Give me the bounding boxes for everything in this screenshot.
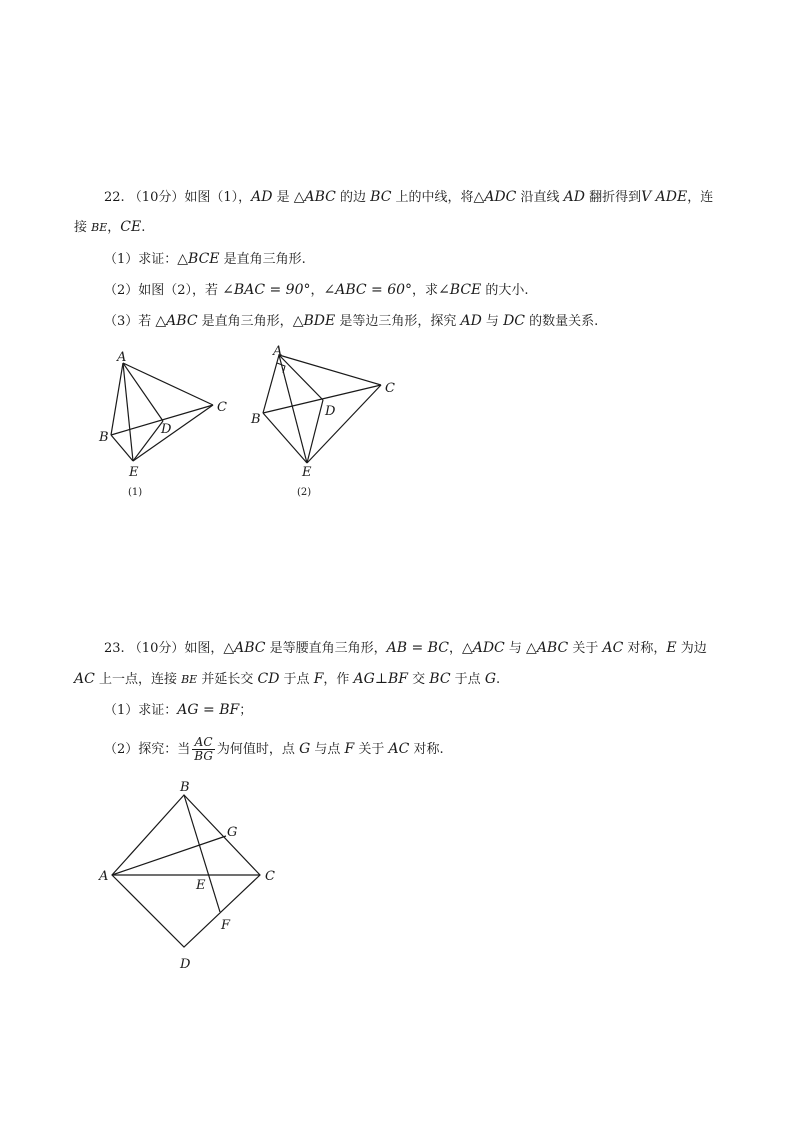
label-f: F — [221, 918, 231, 933]
q22-figure-2 — [245, 345, 405, 505]
math-g: G — [484, 671, 496, 687]
seg-de — [307, 400, 323, 463]
label-c: C — [265, 869, 275, 884]
math-ad: AD — [460, 313, 482, 329]
text: 关于 — [354, 742, 389, 757]
seg-be — [111, 435, 133, 461]
q23-line-2 — [74, 669, 500, 690]
q23-head: 23. （10分）如图， — [104, 641, 224, 656]
text: 接 — [74, 220, 92, 235]
math-ag-eq-bf: AG = BF — [177, 702, 240, 718]
seg-ab — [111, 363, 123, 435]
text: （3）若 — [104, 314, 156, 329]
label-c: C — [385, 381, 395, 396]
text: ， — [310, 283, 324, 298]
seg-ce — [133, 405, 213, 461]
text: 并延长交 — [197, 672, 258, 687]
label-b: B — [180, 780, 190, 795]
math-f: F — [313, 671, 324, 687]
math-angle-abc: ∠ABC = 60° — [323, 282, 413, 298]
text: 是 — [272, 190, 294, 205]
q23-line-1 — [104, 638, 707, 659]
caption-1: (1) — [128, 487, 143, 498]
label-c: C — [217, 400, 227, 415]
seg-ae — [123, 363, 133, 461]
text: （1）求证： — [104, 703, 178, 718]
text: 交 — [408, 672, 430, 687]
q22-line-1 — [104, 187, 713, 208]
text: 于点 — [279, 672, 314, 687]
numerator: AC — [192, 736, 215, 750]
math-bc: BC — [370, 189, 392, 205]
q22-figure-1 — [95, 345, 235, 505]
math-abc: △ABC — [526, 640, 569, 656]
math-e: E — [666, 640, 677, 656]
text: 沿直线 — [516, 190, 564, 205]
math-adc: △ADC — [461, 640, 505, 656]
text: 为边 — [676, 641, 707, 656]
math-ab-eq-bc: AB = BC — [386, 640, 449, 656]
text: ，作 — [323, 672, 354, 687]
text: ，求 — [412, 283, 439, 298]
text: 翻折得到 — [584, 190, 642, 205]
text: 的数量关系. — [525, 314, 599, 329]
text: ， — [107, 220, 121, 235]
label-d: D — [325, 404, 336, 419]
text: 与点 — [310, 742, 345, 757]
q23-part-1 — [104, 700, 252, 721]
label-a: A — [117, 350, 127, 365]
text: 对称， — [623, 641, 667, 656]
label-a: A — [99, 869, 109, 884]
text: 上的中线，将 — [391, 190, 474, 205]
label-e: E — [129, 465, 139, 480]
label-g: G — [227, 825, 238, 840]
math-angle-bce: ∠BCE — [438, 282, 482, 298]
text: 与 — [481, 314, 504, 329]
seg-bf — [184, 795, 220, 912]
math-bce: △BCE — [177, 251, 220, 267]
label-a: A — [273, 344, 283, 359]
text: 的边 — [335, 190, 371, 205]
label-e: E — [196, 878, 206, 893]
text: . — [141, 220, 146, 235]
math-abc: △ABC — [223, 640, 266, 656]
label-e: E — [302, 465, 312, 480]
quad-abcd — [112, 795, 260, 947]
q23-figure — [96, 775, 296, 975]
math-ce: CE — [120, 219, 142, 235]
text: 是直角三角形. — [219, 252, 306, 267]
math-abc: △ABC — [293, 189, 336, 205]
text: （2）探究：当 — [104, 742, 191, 757]
math-ac: AC — [602, 640, 624, 656]
math-f: F — [344, 741, 355, 757]
q22-head: 22. （10分）如图（1）， — [104, 190, 252, 205]
caption-2: (2) — [297, 487, 312, 498]
math-adc: △ADC — [473, 189, 517, 205]
seg-ac — [123, 363, 213, 405]
fraction-ac-over-bg — [192, 736, 215, 763]
seg-bc — [263, 385, 381, 413]
math-abc: △ABC — [155, 313, 198, 329]
text: 的大小. — [481, 283, 529, 298]
q22-line-2 — [74, 217, 145, 238]
math-ag-perp-bf: AG⊥BF — [353, 671, 409, 687]
text: 是等边三角形，探究 — [335, 314, 461, 329]
math-bde: △BDE — [292, 313, 336, 329]
text: ； — [239, 703, 253, 718]
q22-part-3 — [104, 311, 598, 332]
seg-ab — [263, 355, 279, 413]
q22-part-1 — [104, 249, 306, 270]
right-angle-mark — [277, 363, 285, 373]
text: （2）如图（2），若 — [104, 283, 223, 298]
math-bc: BC — [429, 671, 451, 687]
math-ade: V ADE — [641, 189, 688, 205]
text: 上一点，连接 — [94, 672, 182, 687]
math-ac: AC — [74, 671, 95, 687]
text: 是直角三角形， — [197, 314, 293, 329]
text: ，连 — [687, 190, 714, 205]
math-ad: AD — [251, 189, 273, 205]
text: ， — [448, 641, 462, 656]
text: 关于 — [568, 641, 603, 656]
text: 为何值时，点 — [216, 742, 300, 757]
label-b: B — [251, 412, 261, 427]
text: 于点 — [450, 672, 485, 687]
seg-ce — [307, 385, 381, 463]
math-g: G — [299, 741, 311, 757]
text: 对称. — [409, 742, 444, 757]
math-angle-bac: ∠BAC = 90° — [222, 282, 311, 298]
math-ad: AD — [563, 189, 585, 205]
text: . — [496, 672, 501, 687]
math-dc: DC — [503, 313, 525, 329]
text: 是等腰直角三角形， — [265, 641, 387, 656]
text: 与 — [504, 641, 527, 656]
q23-part-2 — [104, 735, 444, 764]
label-d: D — [161, 422, 172, 437]
label-b: B — [99, 430, 109, 445]
math-ac: AC — [388, 741, 410, 757]
q22-part-2 — [104, 280, 529, 301]
math-cd: CD — [257, 671, 280, 687]
denominator: BG — [194, 749, 213, 763]
math-be: BE — [181, 673, 198, 686]
math-be: BE — [91, 221, 108, 234]
text: （1）求证： — [104, 252, 178, 267]
label-d: D — [180, 957, 191, 972]
